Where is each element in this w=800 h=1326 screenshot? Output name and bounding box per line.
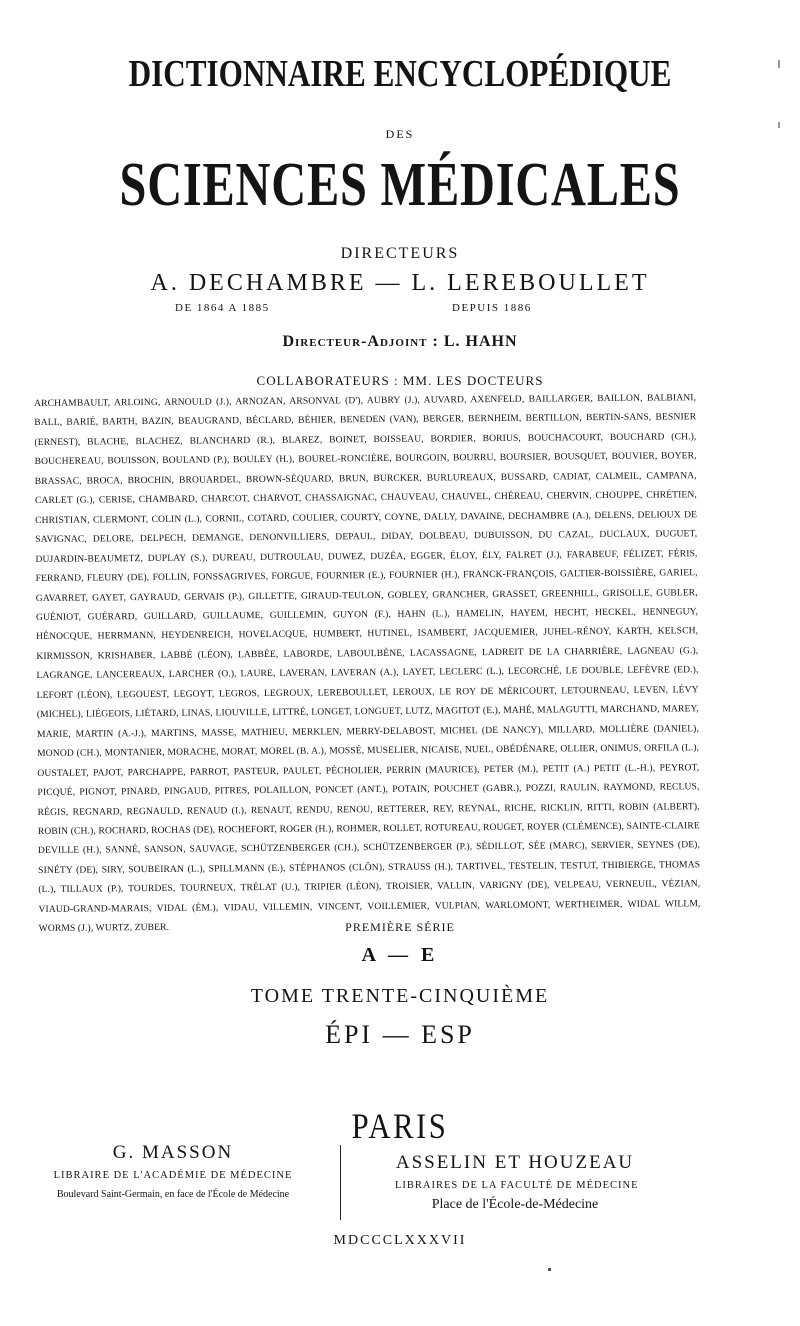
director-period-left: DE 1864 A 1885 [175,302,270,314]
directors-names: A. DECHAMBRE — L. LEREBOULLET [150,270,650,296]
publisher-right-name: ASSELIN ET HOUZEAU [395,1152,635,1173]
publisher-left-role: LIBRAIRE DE L'ACADÉMIE DE MÉDECINE [53,1170,293,1181]
title-connector: DES [385,127,415,141]
director-period-right: DEPUIS 1886 [452,302,532,314]
publisher-left-name: G. MASSON [112,1142,234,1163]
dictionary-title: DICTIONNAIRE ENCYCLOPÉDIQUE [128,53,672,95]
collaborators-list: ARCHAMBAULT, ARLOING, ARNOULD (J.), ARNOZAN, ARSONVAL (D'), AUBRY (J.), AUVARD, AXENFELD, BAILLARGER, BAILLON, BALBIANI, BALL, BARIÉ, BARTH, BAZIN, BEAUGRAND, BÉCLARD, BÉHIER, BENEDEN (VAN), BERGER, BERNHEIM, BERTILLON, BERTIN-SANS, BESNIER (ERNEST), BLACHE, BLACHEZ, BLANCHARD (R.), BLAREZ, BOINET, BOISSEAU, BORDIER, BORIUS, BOUCHACOURT, BOUCHARD (CH.), BOUCHEREAU, BOUISSON, BOULAND (P.), BOULEY (H.), BOUREL-RONCIÈRE, BOURGOIN, BOURRU, BOURSIER, BOUSQUET, BOUVIER, BOYER, BRASSAC, BROCA, BROCHIN, BROUARDEL, BROWN-SÉQUARD, BRUN, BURCKER, BURLUREAUX, BUSSARD, CADIAT, CALMEIL, CAMPANA, CARLET (G.), CERISE, CHAMBARD, CHARCOT, CHARVOT, CHASSAIGNAC, CHAUVEAU, CHAUVEL, CHÉREAU, CHERVIN, CHOUPPE, CHRÉTIEN, CHRISTIAN, CLERMONT, COLIN (L.), CORNIL, COTARD, COULIER, COURTY, COYNE, DALLY, DAVAINE, DECHAMBRE (A.), DELENS, DELIOUX DE SAVIGNAC, DELORE, DELPECH, DEMANGE, DENONVILLIERS, DEPAUL, DIDAY, DOLBEAU, DUBUISSON, DU CAZAL, DUCLAUX, DUGUET, DUJARDIN-BEAUMETZ, DUPLAY (S.), DUREAU, DUTROULAU, DUWEZ, DUZÉA, EGGER, ÉLOY, ÉLY, FALRET (J.), FARABEUF, FÉLIZET, FÉRIS, FERRAND, FLEURY (DE), FOLLIN, FONSSAGRIVES, FORGUE, FOURNIER (E.), FOURNIER (H.), FRANCK-FRANÇOIS, GALTIER-BOISSIÈRE, GARIEL, GAVARRET, GAYET, GAYRAUD, GERVAIS (P.), GILLETTE, GIRAUD-TEULON, GOBLEY, GRANCHER, GRASSET, GREENHILL, GRISOLLE, GUBLER, GUÉNIOT, GUÉRARD, GUILLARD, GUILLAUME, GUILLEMIN, GUYON (F.), HAHN (L.), HAMELIN, HAYEM, HECHT, HECKEL, HENNEGUY, HÉNOCQUE, HERRMANN, HEYDENREICH, HOVELACQUE, HUMBERT, HUTINEL, ISAMBERT, JACQUEMIER, JUHEL-RÉNOY, KARTH, KELSCH, KIRMISSON, KRISHABER, LABBÉ (LÉON), LABBÉE, LABORDE, LABOULBÈNE, LACASSAGNE, LADREIT DE LA CHARRIÈRE, LAGNEAU (G.), LAGRANGE, LANCEREAUX, LARCHER (O.), LAURE, LAVERAN, LAVERAN (A.), LAYET, LECLERC (L.), LECORCHÉ, LE DOUBLE, LEFÈVRE (ED.), LEFORT (LÉON), LEGOUEST, LEGOYT, LEGROS, LEGROUX, LEREBOULLET, LEROUX, LE ROY DE MÉRICOURT, LETOURNEAU, LEVEN, LÉVY (MICHEL), LIÉGEOIS, LIÉTARD, LINAS, LIOUVILLE, LITTRÉ, LONGET, LONGUET, LUTZ, MAGITOT (E.), MAHÉ, MALAGUTTI, MARCHAND, MAREY, MARIE, MARTIN (A.-J.), MARTINS, MASSE, MATHIEU, MERKLEN, MERRY-DELABOST, MICHEL (DE NANCY), MILLARD, MOLLIÈRE (DANIEL), MONOD (CH.), MONTANIER, MORACHE, MORAT, MOREL (B. A.), MOSSÉ, MUSELIER, NICAISE, NUEL, OBÉDÉNARE, OLLIER, ONIMUS, ORFILA (L.), OUSTALET, PAJOT, PARCHAPPE, PARROT, PASTEUR, PAULET, PÉCHOLIER, PERRIN (MAURICE), PETER (M.), PETIT (A.) PETIT (L.-H.), PEYROT, PICQUÉ, PIGNOT, PINARD, PINGAUD, PITRES, POLAILLON, PONCET (ANT.), POTAIN, POUCHET (GABR.), POZZI, RAULIN, RAYMOND, RECLUS, RÉGIS, REGNARD, REGNAULD, RENAUD (I.), RENAUT, RENDU, RENOU, RETTERER, REY, REYNAL, RICHE, RICKLIN, RITTI, ROBIN (ALBERT), ROBIN (CH.), ROCHARD, ROCHAS (DE), ROCHEFORT, ROGER (H.), ROHMER, ROLLET, ROTUREAU, ROUGET, ROYER (CLÉMENCE), SAINTE-CLAIRE DEVILLE (H.), SANNÉ, SANSON, SAUVAGE, SCHÜTZENBERGER (CH.), SCHÜTZENBERGER (P.), SÉDILLOT, SÉE (MARC), SERVIER, SEYNES (DE), SINÉTY (DE), SIRY, SOUBEIRAN (L.), SPILLMANN (E.), STÉPHANOS (CLÔN), STRAUSS (H.), TARTIVEL, TESTELIN, TESTUT, THIBIERGE, THOMAS (L.), TILLAUX (P.), TOURDES, TOURNEUX, TRÉLAT (U.), TRIPIER (LÉON), TROISIER, VALLIN, VARIGNY (DE), VELPEAU, VERNEUIL, VÉZIAN, VIAUD-GRAND-MARAIS, VIDAL (ÉM.), VIDAU, VILLEMIN, VINCENT, VOILLEMIER, VULPIAN, WARLOMONT, WERTHEIMER, WIDAL WILLM, WORMS (J.), WURTZ, ZUBER. [34,392,701,935]
dictionary-subject: SCIENCES MÉDICALES [119,151,681,219]
collaborators-heading: COLLABORATEURS : MM. LES DOCTEURS [256,373,544,388]
scan-speck [778,122,780,128]
publisher-left [28,1140,318,1204]
publisher-right [395,1150,639,1214]
publisher-right-address: Place de l'École-de-Médecine [431,1197,599,1212]
series-letters: A — E [361,944,439,966]
directors-label: DIRECTEURS [340,245,460,262]
scan-speck [778,60,780,68]
volume-range: ÉPI — ESP [325,1020,475,1049]
publisher-left-address: Boulevard Saint-Germain, en face de l'École de Médecine [56,1189,290,1200]
tome-label: TOME TRENTE-CINQUIÈME [250,985,550,1007]
scan-speck [548,1268,551,1271]
series-label: PREMIÈRE SÉRIE [345,920,455,934]
publisher-divider [340,1145,341,1220]
publication-year: MDCCCLXXXVII [333,1233,467,1248]
imprint-city: PARIS [351,1106,449,1146]
publisher-right-role: LIBRAIRES DE LA FACULTÉ DE MÉDECINE [395,1180,639,1191]
assistant-director: Directeur-Adjoint : L. HAHN [282,333,518,350]
